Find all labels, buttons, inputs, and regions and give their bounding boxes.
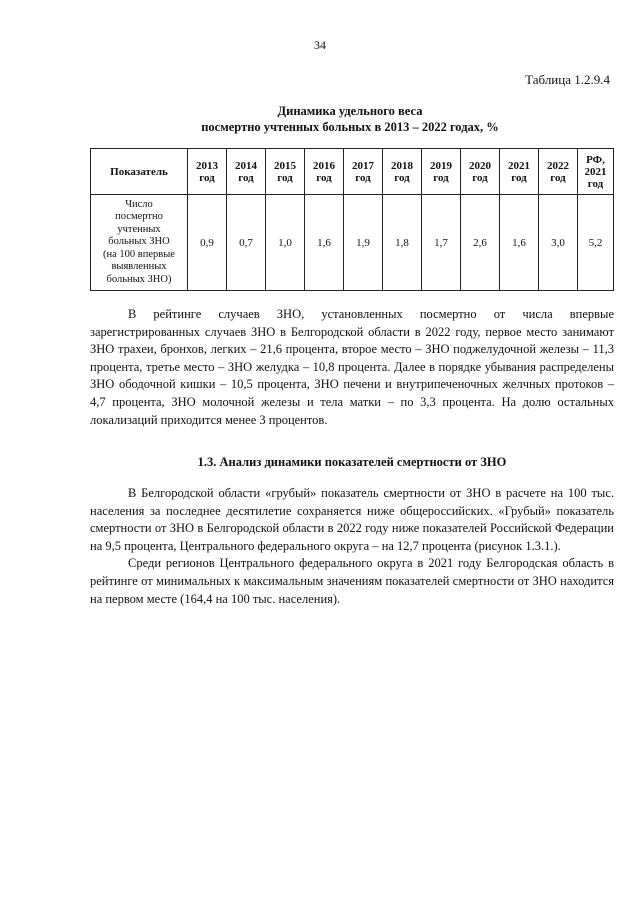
value-cell: 1,7 xyxy=(422,195,461,291)
rf-value-cell: 5,2 xyxy=(578,195,614,291)
header-year xyxy=(227,149,266,195)
table-header-row xyxy=(91,149,614,195)
header-year-number: 2020 xyxy=(469,159,491,172)
header-year-unit: год xyxy=(433,171,449,184)
header-year-unit: год xyxy=(472,171,488,184)
row-label-line: учтенных xyxy=(117,223,161,235)
value-cell: 1,0 xyxy=(266,195,305,291)
row-indicator-cell xyxy=(91,195,188,291)
header-rf-year: 2021 xyxy=(584,165,607,178)
header-year xyxy=(539,149,578,195)
header-rf-label: РФ, xyxy=(586,153,605,166)
table-row xyxy=(91,195,614,291)
header-year xyxy=(344,149,383,195)
header-year-number: 2013 xyxy=(196,159,218,172)
paragraph-3: Среди регионов Центрального федерального округа в 2021 году Белгородская область в рейтинге от минимальных к максимальным значениям показателей смертности от ЗНО находится на первом месте (164,4 на 100 тыс. населения). xyxy=(90,556,614,606)
row-label-line: (на 100 впервые xyxy=(103,248,175,260)
row-label-line: посмертно xyxy=(115,211,163,223)
header-year-number: 2016 xyxy=(313,159,335,172)
paragraph-block-2 xyxy=(90,485,614,608)
header-year-number: 2014 xyxy=(235,159,257,172)
header-year-unit: год xyxy=(199,171,215,184)
header-year-number: 2019 xyxy=(430,159,452,172)
header-year-unit: год xyxy=(511,171,527,184)
header-rf-unit: год xyxy=(587,177,604,190)
row-label-line: выявленных xyxy=(111,261,167,273)
table-reference: Таблица 1.2.9.4 xyxy=(525,72,610,87)
header-year xyxy=(500,149,539,195)
page-number: 34 xyxy=(314,38,326,52)
row-label-line: больных ЗНО xyxy=(108,236,170,248)
header-year xyxy=(266,149,305,195)
header-year-unit: год xyxy=(355,171,371,184)
value-cell: 2,6 xyxy=(461,195,500,291)
value-cell: 1,9 xyxy=(344,195,383,291)
value-cell: 3,0 xyxy=(539,195,578,291)
value-cell: 0,9 xyxy=(188,195,227,291)
value-cell: 1,6 xyxy=(500,195,539,291)
header-year-unit: год xyxy=(316,171,332,184)
header-indicator: Показатель xyxy=(91,149,188,195)
paragraph-2: В Белгородской области «грубый» показатель смертности от ЗНО в расчете на 100 тыс. населения за последнее десятилетие сохраняется ниже общероссийских. «Грубый» показатель смертности от ЗНО в Белгородской области в 2022 году ниже показателей Российской Федерации на 9,5 процента, Центрального федерального округа – на 12,7 процента (рисунок 1.3.1.). xyxy=(90,486,614,553)
header-year-number: 2021 xyxy=(508,159,530,172)
paragraph-1: В рейтинге случаев ЗНО, установленных посмертно от числа впервые зарегистрированных случаев ЗНО в Белгородской области в 2022 году, первое место занимают ЗНО трахеи, бронхов, легких – 21,6 процента, второе место – ЗНО поджелудочной железы – 11,3 процента, третье место – ЗНО желудка – 10,8 процента. Далее в порядке убывания распределены ЗНО ободочной кишки – 10,5 процента, ЗНО печени и внутрипеченочных желчных протоков – 4,7 процента, ЗНО молочной железы и тела матки – по 3,3 процента. На долю остальных локализаций приходится менее 3 процентов. xyxy=(90,307,614,427)
header-year-number: 2022 xyxy=(547,159,569,172)
value-cell: 1,8 xyxy=(383,195,422,291)
header-year xyxy=(461,149,500,195)
header-year xyxy=(305,149,344,195)
header-year-number: 2018 xyxy=(391,159,413,172)
section-heading: 1.3. Анализ динамики показателей смертности от ЗНО xyxy=(197,455,507,469)
header-year xyxy=(188,149,227,195)
header-year-unit: год xyxy=(394,171,410,184)
table-title-line-1: Динамика удельного веса xyxy=(277,104,423,118)
table-title xyxy=(90,103,610,135)
header-rf xyxy=(578,149,614,195)
row-label-line: Число xyxy=(125,198,153,210)
header-year-unit: год xyxy=(550,171,566,184)
header-year-number: 2017 xyxy=(352,159,374,172)
value-cell: 1,6 xyxy=(305,195,344,291)
value-cell: 0,7 xyxy=(227,195,266,291)
header-year-number: 2015 xyxy=(274,159,296,172)
paragraph-block-1 xyxy=(90,306,614,429)
row-label-line: больных ЗНО) xyxy=(106,273,172,285)
table-title-line-2: посмертно учтенных больных в 2013 – 2022 годах, % xyxy=(201,120,499,134)
header-year xyxy=(383,149,422,195)
header-year xyxy=(422,149,461,195)
mortality-table xyxy=(90,148,614,291)
header-year-unit: год xyxy=(277,171,293,184)
header-year-unit: год xyxy=(238,171,254,184)
